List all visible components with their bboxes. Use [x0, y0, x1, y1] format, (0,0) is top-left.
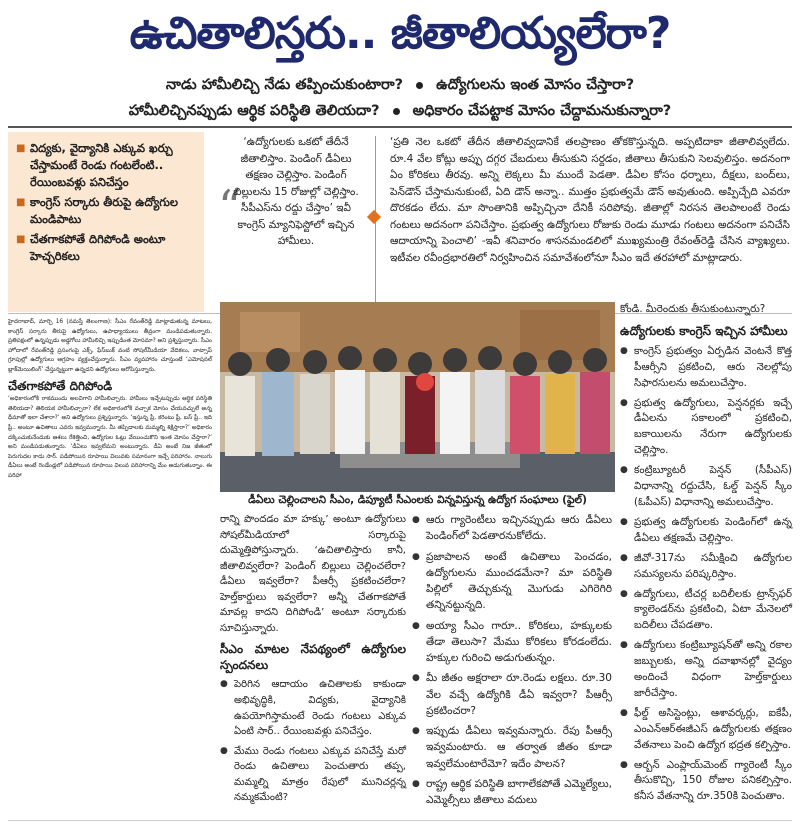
highlight-item: ■ విద్యకు, వైద్యానికి ఎక్కువ ఖర్చు చేస్తామంటే రెండు గంటలేంటి.. రేయింబవళ్లు పనిచేస్తం: [16, 140, 196, 191]
news-photo: [220, 302, 615, 492]
deck-2b: అధికారం చేపట్టాక మోసం చేద్దామనుకున్నారా?: [412, 103, 672, 119]
list-item: ● మీ జీతం అక్షరాలా రూ.రెండు లక్షలు. రూ.30 వేల వచ్చే ఉద్యోగికి డీఏ ఇవ్వరా? పీఆర్సీ ప్రకటించరా?: [412, 670, 612, 719]
column-4: [620, 302, 792, 809]
list-item: ● కాంగ్రెస్ ప్రభుత్వం ఏర్పడిన వెంటనే కొత్త పీఆర్సీని ప్రకటించి, ఆరు నెలల్లోపు సిఫారసులను అమలుచేస్తాం.: [620, 344, 792, 392]
cm-quote: ‘ప్రతి నెల ఒకటో తేదీన జీతాలివ్వడానికే తలప్రాణం తోకకొస్తున్నది. అప్పటిదాకా జీతాలివ్వలేదు. రూ.4 వేల కోట్లు అప్పు దగ్గర చేబదులు తీసుకుని సర్దడం, జీతాలు తీసుకుని సెలవులిస్తం. అదనంగా ఏం కోరికలు తీరవు. అన్ని లెక్కలు మీ ముందే పెడతా. డీఏల కోసం ధర్నాలు, దీక్షలు, బంద్‌లు, పెన్‌డౌన్ చేస్తామనుకుంటే, ఏది డౌన్ అన్నా.. ముత్తం ప్రభుత్వమే డౌన్ అవుతుంది. అప్పిచ్చేది ఎవరూ దొరకడం లేదు. మా సొంతానికి అప్పిచ్చినా దేనికీ సరిపోవు. జీతాల్లో నిరసన తెలపాలంటే రెండు గంటలు అదనంగా పనిచేస్తాం. ప్రభుత్వ ఉద్యోగులు రోజుకు రెండు మూడు గంటలు అదనంగా పనిచేసి ఆదాయాన్ని పెంచాలి’ -ఇవీ శనివారం శాసనమండలిలో ముఖ్యమంత్రి రేవంత్‌రెడ్డి చేసిన వ్యాఖ్యలు. ఇటీవల రవీంద్రభారతిలో నిర్వహించిన సమావేశంలోనూ సీఎం ఇదే తరహాలో మాట్లాడారు.: [390, 136, 790, 264]
subheading: సీఎం మాటల నేపథ్యంలో ఉద్యోగుల స్పందనలు: [220, 642, 406, 672]
article-paragraph: కోండి. మీరెందుకు తీసుకుంటున్నారు?: [620, 303, 766, 315]
deck-line-1: [10, 74, 790, 96]
article-paragraph: రాన్ని పొందడం మా హక్కు’ అంటూ ఉద్యోగులు సోషల్‌మీడియాలో సర్కారుపై దుమ్మెత్తిపోస్తున్నారు. ‘ఉచితాలిస్తారు కానీ, జీతాలివ్వలేరా? పెండింగ్ బిల్లులు చెల్లించలేరా? డీఏలు ఇవ్వలేరా? పీఆర్సీ ప్రకటించలేరా? హెల్త్‌కార్డులు ఇవ్వలేరా? అన్నీ చేతగాకపోతే మావల్ల కాదని దిగిపోండి’ అంటూ సర్కారుకు సూచిస్తున్నారు.: [220, 514, 406, 634]
deck-line-2: [10, 100, 790, 122]
list-item: ● అయ్యా సీఎం గారూ.. కోరికలు, హక్కులకు తేడా తెలుసా? మేము కోరికలు కోరడంలేదు. హక్కుల గురించి అడుగుతున్నం.: [412, 618, 612, 667]
column-1: [8, 318, 212, 818]
diamond-icon: [367, 210, 381, 224]
highlight-item: ■ కాంగ్రెస్ సర్కారు తీరుపై ఉద్యోగుల మండిపాటు: [16, 194, 196, 228]
subheading: చేతగాకపోతే దిగిపోండి: [8, 378, 113, 393]
quote-mark-icon: “: [218, 180, 242, 234]
manifesto-quote: ‘ఉద్యోగులకు ఒకటో తేదీనే జీతాలిస్తాం. పెండింగ్ డీఏలు తక్షణం చెల్లిస్తాం. పెండింగ్ బిల్లులను 15 రోజుల్లో చెల్లిస్తాం. సీపీఎస్‌ను రద్దు చేస్తాం’ ఇవీ కాంగ్రెస్ మ్యానిఫెస్టోలో ఇచ్చిన హామీలు.: [233, 136, 359, 247]
deck-1a: నాడు హామీలిచ్చి నేడు తప్పించుకుంటారా?: [165, 77, 404, 93]
list-item: ● ఫీల్డ్ అసిస్టెంట్లు, ఆశావర్కర్లు, ఐకేపీ, ఎంఎన్‌ఆర్‌ఈజీఎస్ ఉద్యోగులకు తక్షణం వేతనాలు పెంచి ఉద్యోగ భద్రత కల్పిస్తాం.: [620, 706, 792, 754]
list-item: ● కంట్రిబ్యూటరీ పెన్షన్ (సీపీఎస్) విధానాన్ని రద్దుచేసి, ఓల్డ్ పెన్షన్ స్కీం (ఓపీఎస్) విధానాన్ని అమలుచేస్తాం.: [620, 463, 792, 511]
bottom-rule: [8, 820, 792, 821]
promises-heading: ఉద్యోగులకు కాంగ్రెస్ ఇచ్చిన హామీలు: [620, 323, 788, 338]
list-item: ● ఉద్యోగులు, టీచర్ల బదిలీలకు ట్రాన్స్‌ఫర్ క్యాలెండర్‌ను ప్రకటించి, ఏటా మేనెలలో బదిలీలు చేపడతాం.: [620, 587, 792, 635]
list-item: ● రాష్ట్ర ఆర్థిక పరిస్థితి బాగాలేకపోతే ఎమ్మెల్యేలు, ఎమ్మెల్సీలు జీతాలు వదులు: [412, 776, 612, 809]
list-item: ● ప్రజాపాలన అంటే ఉచితాలు పెంచడం, ఉద్యోగులను ముంచడమేనా? మా పరిస్థితి పిల్లిలో తెచ్చుకున్న మొగుడు ఎగిరెగిరి తన్నినట్టున్నది.: [412, 549, 612, 614]
list-item: ● జీవో-317ను సమీక్షించి ఉద్యోగుల సమస్యలను పరిష్కరిస్తాం.: [620, 551, 792, 583]
bullet-separator: [416, 82, 423, 89]
headline: ఉచితాలిస్తరు.. జీతాలియ్యలేరా?: [129, 8, 671, 59]
list-item: ● మేము రెండు గంటలు ఎక్కువ పనిచేస్తే మరో రెండు ఉచితాలు పెంచుతారు తప్ప, మమ్మల్ని మాత్రం రేపులో మునిచర్లన్న నమ్మకమేంటి?: [220, 744, 406, 806]
list-item: ● ఆర్బన్ ఎంప్లాయ్‌మెంట్ గ్యారెంటీ స్కీం తీసుకొచ్చి, 150 రోజుల పనికల్పిస్తాం. కనీస వేతనాన్ని రూ.350కి పెంచుతాం.: [620, 758, 792, 806]
top-rule: [8, 126, 792, 128]
list-item: ● ప్రభుత్వ ఉద్యోగులకు పెండింగ్‌లో ఉన్న డీఏలు తక్షణమే చెల్లిస్తాం.: [620, 515, 792, 547]
bullet-separator: [393, 108, 400, 115]
list-item: ● పెరిగిన ఆదాయం ఉచితాలకు కాకుండా అభివృద్ధికి, విద్యకు, వైద్యానికి ఉపయోగిస్తామంటే రెండు గంటలు ఎక్కువ ఏంటి సార్.. రేయింబవళ్లు పనిచేస్తం.: [220, 677, 406, 739]
deck-1b: ఉద్యోగులను ఇంత మోసం చేస్తారా?: [436, 77, 635, 93]
list-item: ● ప్రభుత్వ ఉద్యోగులు, పెన్షనర్లకు ఇచ్చే డీఏలను సకాలంలో ప్రకటించి, బకాయిలను నేరుగా ఉద్యోగులకు చెల్లిస్తాం.: [620, 396, 792, 460]
photo-caption: డీఏలు చెల్లించాలని సీఎం, డిప్యూటీ సీఎంలకు విన్నవిస్తున్న ఉద్యోగ సంఘాలు (ఫైల్): [248, 494, 587, 506]
highlights-box: [8, 132, 204, 312]
article-lead: హైదరాబాద్, మార్చి 16 (నమస్తే తెలంగాణ): సీఎం రేవంత్‌రెడ్డి మాట్లాడుతున్న మాటలు, కాంగ్రెస్ సర్కారు తీరుపై ఉద్యోగులు, ఉపాధ్యాయులు తీవ్రంగా మండిపడుతున్నారు. ప్రతిపక్షంలో ఉన్నప్పుడు అడ్డగోలు హామీలిచ్చి ఇప్పుడింత మోసమా? అని ప్రశ్నిస్తున్నారు. సీఎం హోదాలో రేవంత్‌రెడ్డి ప్రసంగంపై ఎక్స్, ఫేస్‌బుక్ వంటి సోషల్‌మీడియా వేదికలు, వాట్సాప్ గ్రూపుల్లో ఉద్యోగులు ఆగ్రహం వ్యక్తంచేస్తున్నారు. సీఎం వ్యవహారం చూస్తుంటే ‘ఎమోషనల్ బ్లాక్‌మెయిలింగ్’ చేస్తున్నట్టుగా ఉన్నదని ఉద్యోగులు ఆరోపిస్తున్నారు.: [8, 319, 212, 373]
highlight-item: ■ చేతగాకపోతే దిగిపోండి అంటూ హెచ్చరికలు: [16, 231, 196, 265]
column-3: [412, 512, 612, 812]
column-2: [220, 512, 406, 810]
group-photo-image: [220, 302, 615, 492]
list-item: ● ఆరు గ్యారెంటీలు ఇచ్చినప్పుడు ఆరు డీఏలు పెండింగ్‌లో పెడతారనుకోలేదు.: [412, 512, 612, 545]
deck-2a: హామీలిచ్చినప్పుడు ఆర్థిక పరిస్థితి తెలియదా?: [128, 103, 380, 119]
article-paragraph: ‘అధికారంలోకి రాకముందు అలవిగాని హామీలిచ్చారు. హామీలు ఇచ్చేటప్పుడు ఆర్థిక పరిస్థితి తెలియదా? తెలియక హామీలిచ్చారా? లేక అధికారంలోకి వచ్చాక మోసం చేయవచ్చులే అన్న ధీమాతో ఇలా చేశారా?’ అని ఉద్యోగులు ప్రశ్నిస్తున్నారు. ‘ఇస్తున్న ఫ్రీ, కరెంటు ఫ్రీ, బస్ ఫ్రీ.. ఇది ఫ్రీ.. అంటూ ఉచితాలు ఎవరు ఇవ్వమన్నారు. మీ తప్పిదాలకు మమ్మల్ని శిక్షిస్తారా?’ అధికారం దక్కించుకునేందుకు ఆశలు రేకెత్తించి, ఉద్యోగుల ఓట్లు వేయించుకొని ఇంత మోసం చేస్తారా?’ అని మండిపడుతున్నారు. ‘డీఏలు ఇవ్వలేమని అంటున్నారు. డీఏ అంటే నిజ జీతంలో పెరుగుదల కాదు సార్. పడిపోయిన రూపాయి విలువకు సమానంగా ఇచ్చే పరిహారం. నాలుగు డీఏలు అంటే రెండేండ్లలో పడిపోయిన రూపాయి విలువ పరిహారాన్ని మేం అడుగుతున్నాం. ఈ పరిహా: [8, 396, 212, 479]
list-item: ● ఇప్పుడు డీఏలు ఇవ్వమన్నారు. రేపు పీఆర్సీ ఇవ్వమంటారు. ఆ తర్వాత జీతం కూడా ఇవ్వలేమంటారేమో? ఇదేం పాలన?: [412, 723, 612, 772]
list-item: ● ఉద్యోగులు కంట్రిబ్యూషన్‌తో అన్ని రకాల జబ్బులకు, అన్ని దవాఖానల్లో వైద్యం అందించే విధంగా హెల్త్‌కార్డులు జారీచేస్తాం.: [620, 638, 792, 702]
